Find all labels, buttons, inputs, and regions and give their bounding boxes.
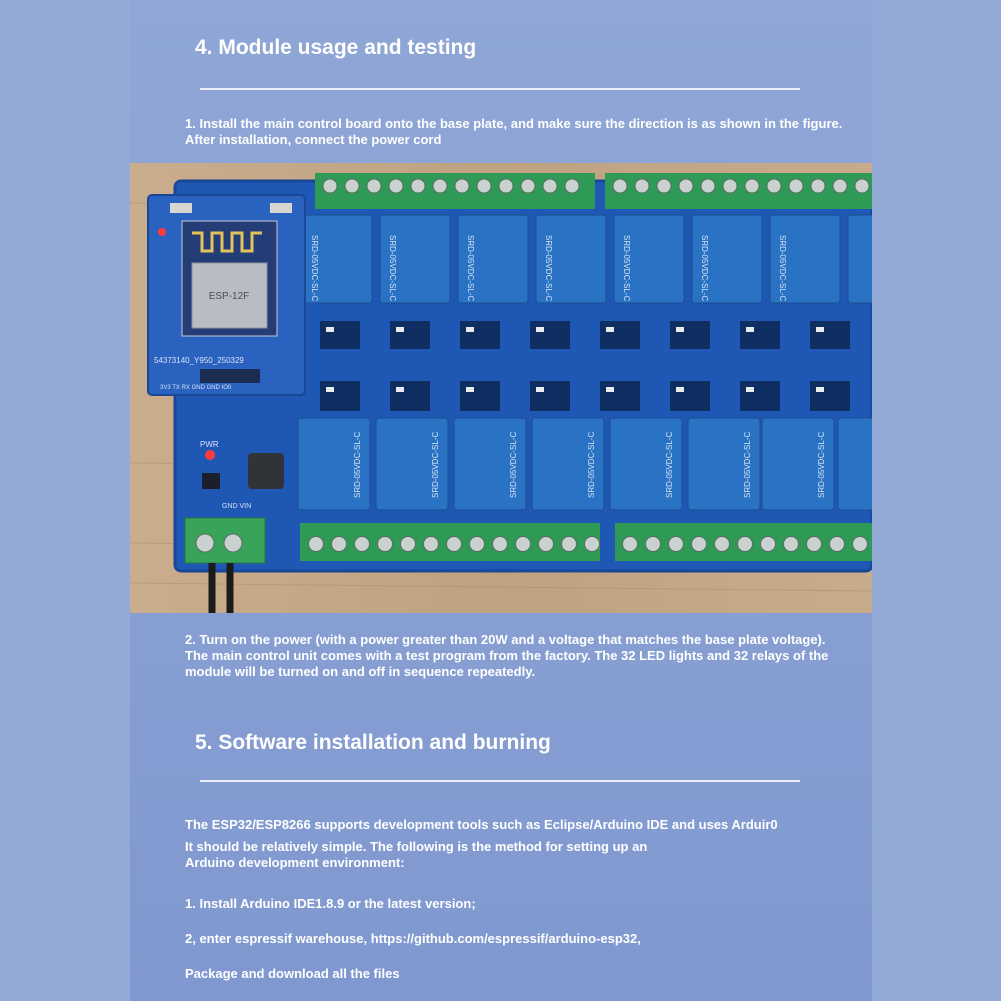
bottom-terminal-block-left xyxy=(300,523,600,561)
section-4-title: 4. Module usage and testing xyxy=(195,36,477,59)
section-5-intro-line-3: Arduino development environment: xyxy=(185,855,405,870)
top-terminal-block-left xyxy=(315,173,595,209)
relay-label: SRD-05VDC-SL-C xyxy=(310,235,319,302)
section-4-step-1: 1. Install the main control board onto the base plate, and make sure the direction is as shown in the figure. After installation, connect the power cord xyxy=(185,116,843,147)
section-5-divider xyxy=(200,780,800,782)
relay-label: SRD-05VDC-SL-C xyxy=(587,431,596,498)
relay-board-photo xyxy=(130,163,872,613)
pin-labels: 3V3 TX RX GND GND IO0 xyxy=(160,385,232,391)
section-4-divider xyxy=(200,88,800,90)
bottom-terminal-block-right xyxy=(615,523,872,561)
section-5-title: 5. Software installation and burning xyxy=(195,731,551,754)
relay-label: SRD-05VDC-SL-C xyxy=(700,235,709,302)
relay-label: SRD-05VDC-SL-C xyxy=(353,431,362,498)
power-label: PWR xyxy=(200,440,219,449)
section-5-step-1: 1. Install Arduino IDE1.8.9 or the latest version; xyxy=(185,896,476,911)
section-5-step-3: Package and download all the files xyxy=(185,966,400,981)
relay-board-illustration xyxy=(130,163,872,613)
section-5-intro-line-2: It should be relatively simple. The following is the method for setting up an xyxy=(185,839,648,854)
main-control-board xyxy=(148,195,305,395)
relay-label: SRD-05VDC-SL-C xyxy=(622,235,631,302)
relay-label: SRD-05VDC-SL-C xyxy=(431,431,440,498)
status-led xyxy=(158,228,166,236)
section-5-step-2: 2, enter espressif warehouse, https://github.com/espressif/arduino-esp32, xyxy=(185,931,641,946)
relay-label: SRD-05VDC-SL-C xyxy=(509,431,518,498)
bottom-relay-row xyxy=(298,418,872,510)
relay-label: SRD-05VDC-SL-C xyxy=(388,235,397,302)
power-terminal-labels: GND VIN xyxy=(222,503,252,510)
power-led xyxy=(205,450,215,460)
relay-label: SRD-05VDC-SL-C xyxy=(665,431,674,498)
relay-label: SRD-05VDC-SL-C xyxy=(466,235,475,302)
relay-label: SRD-05VDC-SL-C xyxy=(743,431,752,498)
relay-label: SRD-05VDC-SL-C xyxy=(817,431,826,498)
power-terminal xyxy=(185,518,265,563)
section-4-step-2: 2. Turn on the power (with a power greater than 20W and a voltage that matches the base plate voltage). The main control unit comes with a test program from the factory. The 32 LED lights and 32 relays of the module will be turned on and off in sequence repeatedly. xyxy=(185,632,829,679)
top-terminal-block-right xyxy=(605,173,872,209)
relay-label: SRD-05VDC-SL-C xyxy=(544,235,553,302)
relay-label: SRD-05VDC-SL-C xyxy=(778,235,787,302)
wifi-module-label: ESP-12F xyxy=(208,291,250,302)
inductor xyxy=(248,453,284,489)
board-code-label: 54373140_Y950_250329 xyxy=(154,356,244,365)
section-5-intro-line-1: The ESP32/ESP8266 supports development tools such as Eclipse/Arduino IDE and uses Arduir0 xyxy=(185,817,778,832)
